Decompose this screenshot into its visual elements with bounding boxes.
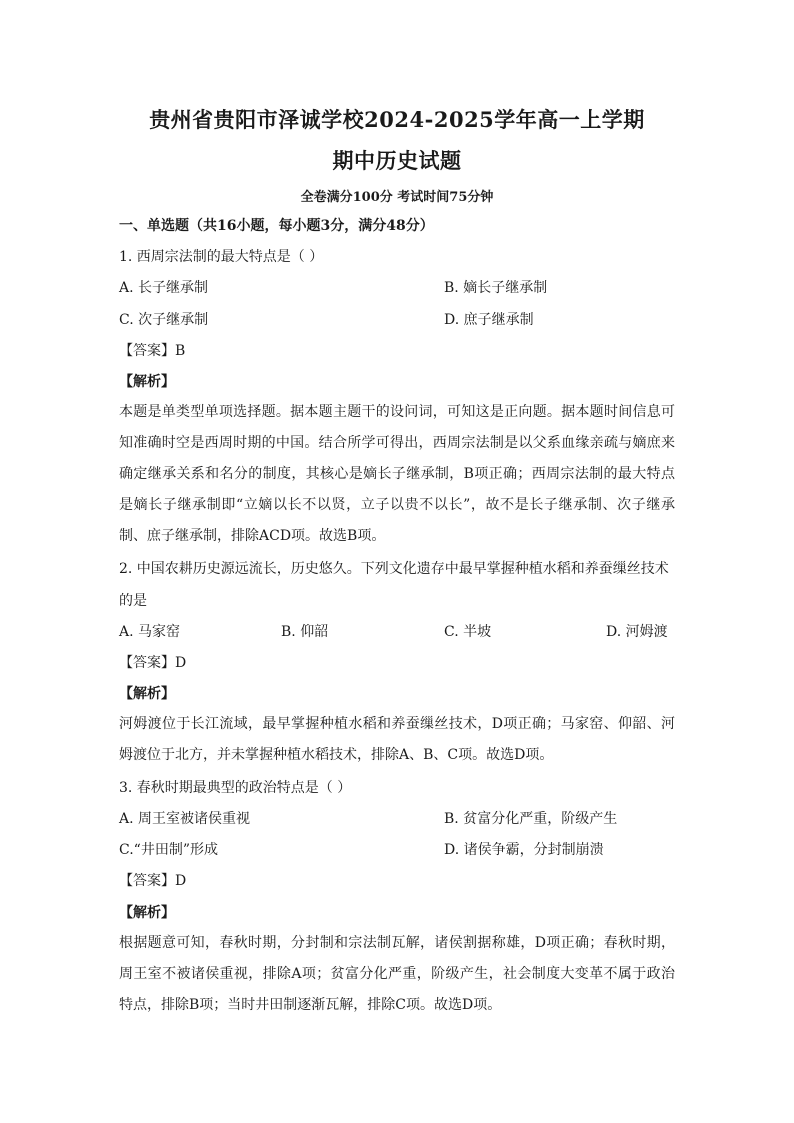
question-2-option-b: B. 仰韶	[281, 624, 329, 640]
question-2-answer: 【答案】D	[119, 655, 187, 671]
section-heading: 一、单选题（共16小题，每小题3分，满分48分）	[119, 218, 434, 234]
question-1-stem: 1. 西周宗法制的最大特点是（ ）	[119, 249, 324, 265]
question-2-stem-line2: 的是	[119, 593, 147, 609]
question-2-analysis-label: 【解析】	[119, 686, 175, 702]
question-2-option-a: A. 马家窑	[119, 624, 181, 640]
question-2-option-c: C. 半坡	[444, 624, 492, 640]
question-3-option-c: C.“井田制”形成	[119, 842, 218, 858]
exam-info: 全卷满分100分 考试时间75分钟	[300, 190, 494, 205]
question-2-option-d: D. 河姆渡	[606, 624, 668, 640]
question-1-analysis-label: 【解析】	[119, 374, 175, 390]
question-3-analysis: 根据题意可知，春秋时期，分封制和宗法制瓦解，诸侯割据称雄，D项正确；春秋时期，周王室不被诸侯重视，排除A项；贫富分化严重，阶级产生，社会制度大变革不属于政治特点，排除B项；当时井田制逐渐瓦解，排除C项。故选D项。	[119, 935, 675, 1013]
question-3-option-a: A. 周王室被诸侯重视	[119, 811, 251, 827]
question-2-stem-line1: 2. 中国农耕历史源远流长，历史悠久。下列文化遗存中最早掌握种植水稻和养蚕缫丝技术	[119, 561, 669, 577]
document-title-line1: 贵州省贵阳市泽诚学校2024-2025学年高一上学期	[149, 107, 645, 132]
question-1-option-b: B. 嫡长子继承制	[444, 280, 548, 296]
question-2-analysis: 河姆渡位于长江流域，最早掌握种植水稻和养蚕缫丝技术，D项正确；马家窑、仰韶、河姆渡位于北方，并未掌握种植水稻技术，排除A、B、C项。故选D项。	[119, 716, 675, 763]
question-3-option-d: D. 诸侯争霸，分封制崩溃	[444, 842, 604, 858]
question-1-option-d: D. 庶子继承制	[444, 312, 534, 328]
question-3-option-b: B. 贫富分化严重，阶级产生	[444, 811, 618, 827]
document-title-line2: 期中历史试题	[332, 148, 462, 173]
question-1-option-c: C. 次子继承制	[119, 312, 209, 328]
question-3-answer: 【答案】D	[119, 873, 187, 889]
question-3-analysis-label: 【解析】	[119, 905, 175, 921]
question-1-analysis: 本题是单类型单项选择题。据本题主题干的设问词，可知这是正向题。据本题时间信息可知准确时空是西周时期的中国。结合所学可得出，西周宗法制是以父系血缘亲疏与嫡庶来确定继承关系和名分的制度，其核心是嫡长子继承制，B项正确；西周宗法制的最大特点是嫡长子继承制即“立嫡以长不以贤，立子以贵不以长”，故不是长子继承制、次子继承制、庶子继承制，排除ACD项。故选B项。	[119, 404, 675, 544]
question-3-stem: 3. 春秋时期最典型的政治特点是（ ）	[119, 780, 352, 796]
question-1-answer: 【答案】B	[119, 343, 186, 359]
question-1-option-a: A. 长子继承制	[119, 280, 209, 296]
